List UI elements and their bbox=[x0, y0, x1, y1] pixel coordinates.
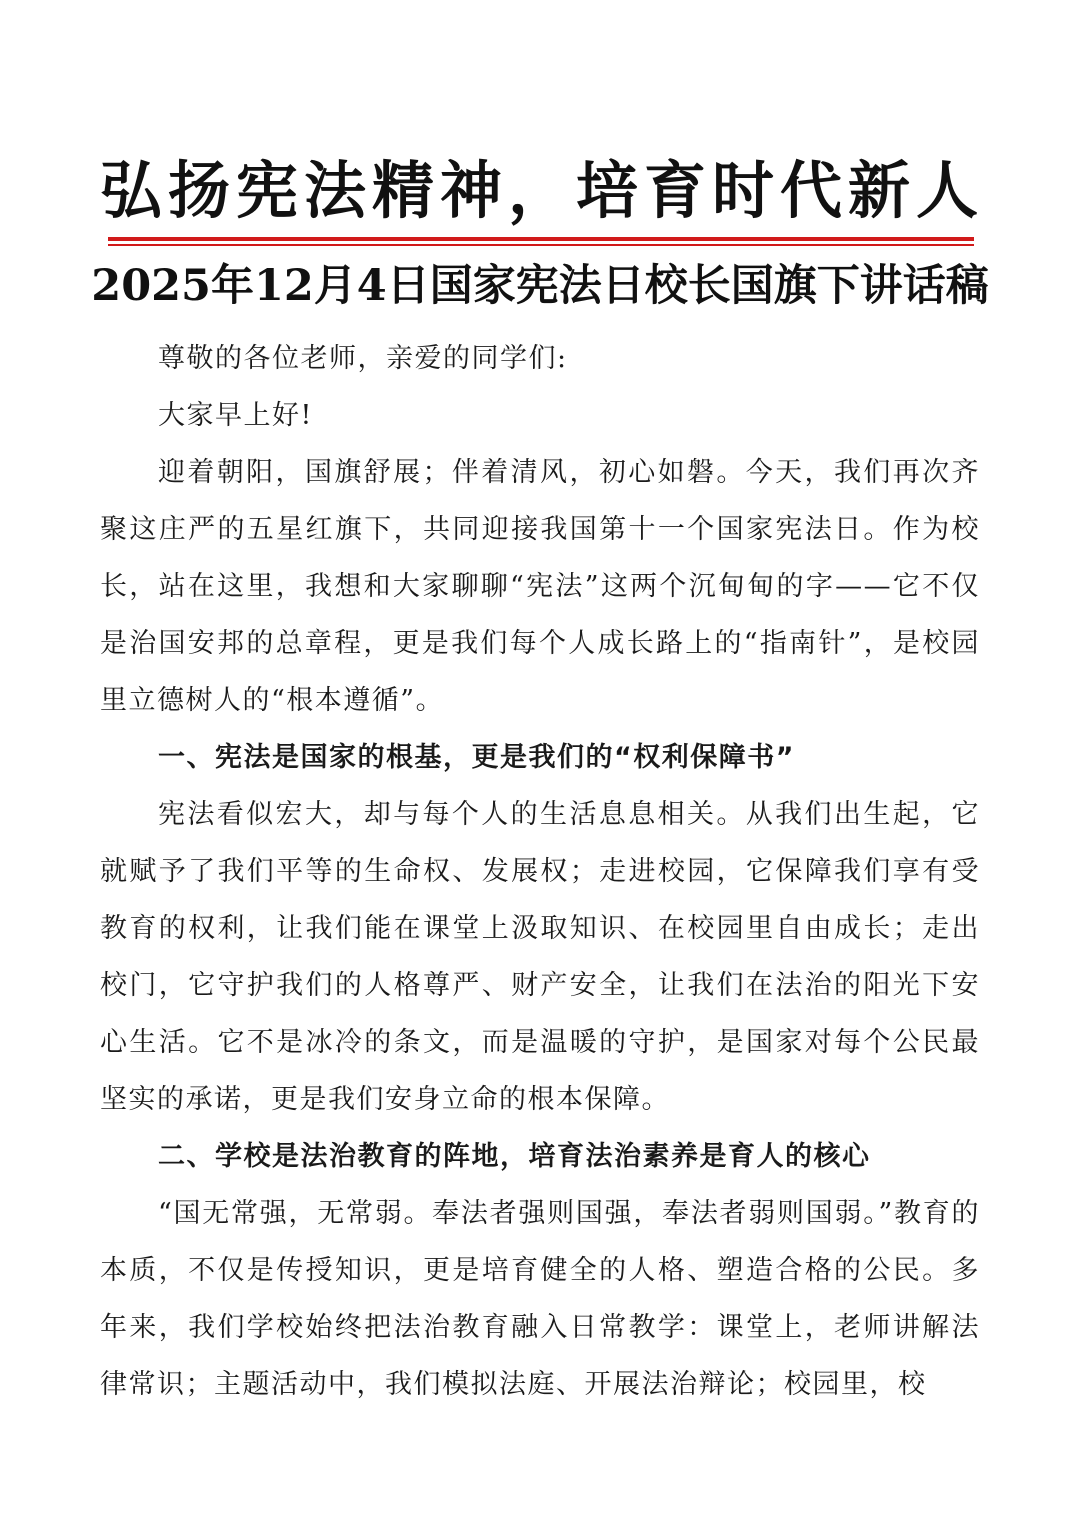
greeting: 大家早上好! bbox=[158, 400, 313, 431]
section-heading-2: 二、学校是法治教育的阵地，培育法治素养是育人的核心 bbox=[158, 1141, 871, 1172]
body-paragraph: 迎着朝阳，国旗舒展；伴着清风，初心如磐。今天，我们再次齐聚这庄严的五星红旗下，共同迎接我国第十一个国家宪法日。作为校长，站在这里，我想和大家聊聊“宪法”这两个沉甸甸的字——它不仅是治国安邦的总章程，更是我们每个人成长路上的“指南针”，是校园里立德树人的“根本遵循”。 bbox=[100, 457, 980, 716]
title-divider-thick bbox=[108, 237, 974, 241]
document-body bbox=[100, 330, 980, 1413]
body-paragraph: “国无常强，无常弱。奉法者强则国强，奉法者弱则国弱。”教育的本质，不仅是传授知识，更是培育健全的人格、塑造合格的公民。多年来，我们学校始终把法治教育融入日常教学：课堂上，老师讲解法律常识；主题活动中，我们模拟法庭、开展法治辩论；校园里，校 bbox=[100, 1198, 980, 1400]
salutation: 尊敬的各位老师，亲爱的同学们: bbox=[158, 343, 568, 374]
section-heading-1: 一、宪法是国家的根基，更是我们的“权利保障书” bbox=[158, 742, 795, 773]
document-subtitle: 2025年12月4日国家宪法日校长国旗下讲话稿 bbox=[91, 261, 989, 311]
document-title: 弘扬宪法精神，培育时代新人 bbox=[100, 154, 985, 227]
body-paragraph: 宪法看似宏大，却与每个人的生活息息相关。从我们出生起，它就赋予了我们平等的生命权、发展权；走进校园，它保障我们享有受教育的权利，让我们能在课堂上汲取知识、在校园里自由成长；走出校门，它守护我们的人格尊严、财产安全，让我们在法治的阳光下安心生活。它不是冰冷的条文，而是温暖的守护，是国家对每个公民最坚实的承诺，更是我们安身立命的根本保障。 bbox=[100, 799, 980, 1115]
title-divider-thin bbox=[108, 244, 974, 246]
